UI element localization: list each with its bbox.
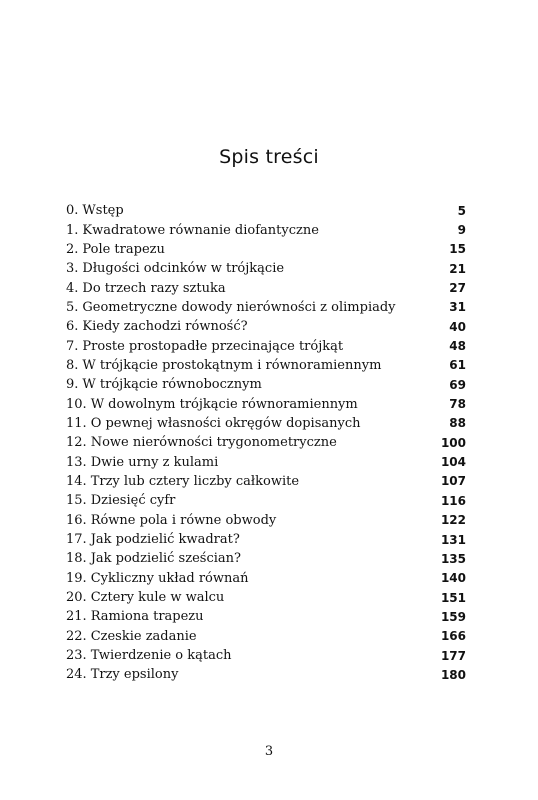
toc-entry-title: Proste prostopadłe przecinające trójkąt (82, 338, 344, 354)
toc-entry (66, 201, 466, 220)
toc-entry-number: 23. (66, 648, 87, 664)
toc-entry-page: 40 (449, 319, 466, 334)
toc-entry-title: Twierdzenie o kątach (90, 648, 232, 664)
toc-entry (66, 317, 466, 336)
toc-entry-left (66, 629, 197, 644)
toc-entry-left (66, 397, 358, 412)
toc-entry-page: 151 (440, 590, 466, 605)
toc-entry-left (66, 571, 248, 586)
toc-entry-number: 21. (66, 609, 87, 625)
toc-entry-left (66, 242, 165, 257)
toc-entry-number: 10. (66, 396, 87, 412)
toc-entry-left (66, 667, 178, 682)
toc-entry (66, 491, 466, 510)
toc-entry-title: Dziesięć cyfr (90, 493, 176, 509)
toc-entry-number: 0. (66, 203, 79, 219)
toc-entry-number: 15. (66, 493, 87, 509)
toc-entry (66, 511, 466, 530)
page-number: 3 (264, 744, 274, 759)
toc-entry-title: O pewnej własności okręgów dopisanych (90, 415, 361, 431)
toc-entry-title: Długości odcinków w trójkącie (82, 261, 285, 277)
toc-entry (66, 452, 466, 471)
toc-entry-title: Kwadratowe równanie diofantyczne (82, 222, 319, 238)
toc-entry (66, 394, 466, 413)
toc-entry-title: W trójkącie prostokątnym i równoramiennym (82, 357, 382, 373)
toc-entry-page: 78 (449, 397, 466, 412)
toc-entry-number: 12. (66, 435, 87, 451)
toc-entry-page: 122 (440, 513, 466, 528)
toc-entry-title: Jak podzielić kwadrat? (90, 532, 240, 548)
toc-entry-title: Kiedy zachodzi równość? (82, 319, 248, 335)
toc-entry-title: Cztery kule w walcu (90, 590, 225, 606)
toc-entry-left (66, 203, 124, 218)
toc-entry-title: Dwie urny z kulami (90, 454, 219, 470)
toc-entry (66, 240, 466, 259)
toc-entry-number: 17. (66, 532, 87, 548)
toc-entry-number: 11. (66, 415, 87, 431)
toc-entry-page: 180 (440, 667, 466, 682)
toc-entry-left (66, 377, 262, 392)
toc-entry-page: 27 (449, 281, 466, 296)
toc-entry-number: 9. (66, 377, 79, 393)
toc-entry-number: 22. (66, 628, 87, 644)
toc-entry (66, 433, 466, 452)
toc-entry (66, 646, 466, 665)
toc-entry-page: 159 (440, 609, 466, 624)
toc-entry-page: 107 (440, 474, 466, 489)
toc-entry (66, 530, 466, 549)
toc-entry-page: 131 (440, 532, 466, 547)
toc-entry-page: 100 (440, 435, 466, 450)
toc-entry-left (66, 300, 396, 315)
toc-entry-number: 8. (66, 357, 79, 373)
toc-entry (66, 298, 466, 317)
toc-entry-page: 48 (449, 339, 466, 354)
toc-entry-number: 19. (66, 570, 87, 586)
toc-entry-left (66, 358, 381, 373)
toc-entry-left (66, 261, 284, 276)
toc-entry-left (66, 281, 226, 296)
toc-entry-number: 2. (66, 241, 79, 257)
toc-entry-page: 15 (449, 242, 466, 257)
table-of-contents (66, 201, 466, 685)
toc-entry-title: Jak podzielić sześcian? (90, 551, 241, 567)
toc-entry-number: 16. (66, 512, 87, 528)
toc-entry-left (66, 474, 299, 489)
toc-entry-number: 18. (66, 551, 87, 567)
toc-entry (66, 472, 466, 491)
toc-entry-left (66, 532, 240, 547)
toc-entry-page: 116 (440, 493, 466, 508)
toc-entry-left (66, 551, 241, 566)
toc-entry (66, 278, 466, 297)
page-title: Spis treści (219, 146, 319, 168)
toc-entry-page: 88 (449, 416, 466, 431)
toc-entry-number: 20. (66, 590, 87, 606)
toc-entry-page: 166 (440, 629, 466, 644)
toc-entry (66, 336, 466, 355)
toc-entry (66, 569, 466, 588)
toc-entry-left (66, 648, 232, 663)
toc-entry-number: 3. (66, 261, 79, 277)
toc-entry-left (66, 455, 218, 470)
toc-entry-left (66, 435, 337, 450)
toc-entry-number: 1. (66, 222, 79, 238)
toc-entry (66, 607, 466, 626)
toc-entry-title: Nowe nierówności trygonometryczne (90, 435, 337, 451)
toc-entry-title: Ramiona trapezu (90, 609, 204, 625)
toc-entry-title: Czeskie zadanie (90, 628, 197, 644)
toc-entry-page: 177 (440, 648, 466, 663)
toc-entry-page: 31 (449, 300, 466, 315)
toc-entry-number: 4. (66, 280, 79, 296)
toc-entry-page: 69 (449, 377, 466, 392)
toc-entry-title: Trzy lub cztery liczby całkowite (90, 473, 300, 489)
toc-entry (66, 356, 466, 375)
toc-entry-page: 61 (449, 358, 466, 373)
toc-entry-number: 6. (66, 319, 79, 335)
toc-entry-number: 24. (66, 667, 87, 683)
toc-entry-title: W trójkącie równobocznym (82, 377, 262, 393)
toc-entry (66, 549, 466, 568)
toc-entry-page: 135 (440, 551, 466, 566)
toc-entry-page: 140 (440, 571, 466, 586)
toc-entry (66, 665, 466, 684)
toc-entry-left (66, 513, 276, 528)
toc-entry-title: Geometryczne dowody nierówności z olimpiady (82, 299, 396, 315)
toc-entry-title: W dowolnym trójkącie równoramiennym (90, 396, 358, 412)
toc-entry-page: 5 (457, 203, 466, 218)
toc-entry-title: Do trzech razy sztuka (82, 280, 226, 296)
toc-entry-number: 13. (66, 454, 87, 470)
toc-entry-title: Równe pola i równe obwody (90, 512, 277, 528)
toc-entry-number: 7. (66, 338, 79, 354)
toc-entry (66, 627, 466, 646)
toc-entry-left (66, 416, 361, 431)
toc-entry-number: 5. (66, 299, 79, 315)
toc-entry (66, 259, 466, 278)
toc-entry-left (66, 223, 319, 238)
toc-entry-page: 21 (449, 261, 466, 276)
toc-entry-page: 104 (440, 455, 466, 470)
toc-entry-title: Wstęp (82, 203, 124, 219)
toc-entry-page: 9 (457, 223, 466, 238)
toc-entry-left (66, 319, 248, 334)
toc-entry-title: Pole trapezu (82, 241, 165, 257)
toc-entry-number: 14. (66, 473, 87, 489)
toc-entry (66, 220, 466, 239)
toc-entry-left (66, 609, 204, 624)
toc-entry-left (66, 339, 343, 354)
toc-entry-title: Trzy epsilony (90, 667, 179, 683)
toc-entry-title: Cykliczny układ równań (90, 570, 249, 586)
toc-entry (66, 588, 466, 607)
toc-entry (66, 375, 466, 394)
toc-entry-left (66, 493, 175, 508)
toc-entry-left (66, 590, 224, 605)
toc-entry (66, 414, 466, 433)
